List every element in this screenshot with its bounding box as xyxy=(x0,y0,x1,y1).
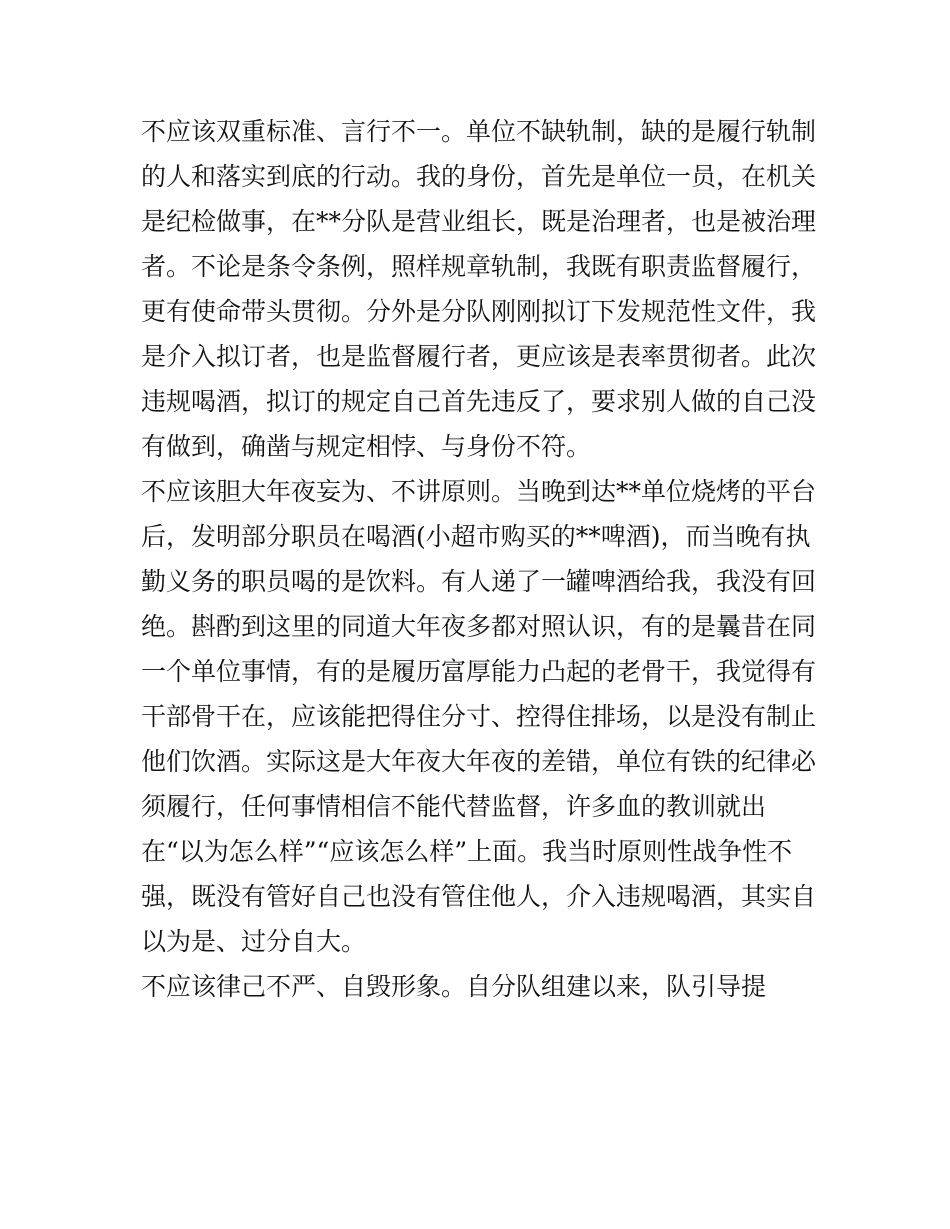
text-line: 不应该双重标准、言行不一。单位不缺轨制，缺的是履行轨制 xyxy=(141,117,817,146)
text-line: 是介入拟订者，也是监督履行者，更应该是表率贯彻者。此次 xyxy=(141,342,817,371)
text-line: 一个单位事情，有的是履历富厚能力凸起的老骨干，我觉得有 xyxy=(141,657,817,686)
text-line: 违规喝酒，拟订的规定自己首先违反了，要求别人做的自己没 xyxy=(141,387,817,416)
text-line: 者。不论是条令条例，照样规章轨制，我既有职责监督履行， xyxy=(141,252,817,281)
text-line: 他们饮酒。实际这是大年夜大年夜的差错，单位有铁的纪律必 xyxy=(141,747,817,776)
text-line: 更有使命带头贯彻。分外是分队刚刚拟订下发规范性文件，我 xyxy=(141,297,817,326)
text-line: 绝。斟酌到这里的同道大年夜多都对照认识，有的是曩昔在同 xyxy=(141,612,817,641)
text-line: 有做到，确凿与规定相悖、与身份不符。 xyxy=(141,432,592,461)
text-line: 须履行，任何事情相信不能代替监督，许多血的教训就出 xyxy=(141,792,767,821)
text-line: 强，既没有管好自己也没有管住他人，介入违规喝酒，其实自 xyxy=(141,882,817,911)
text-line: 的人和落实到底的行动。我的身份，首先是单位一员，在机关 xyxy=(141,162,817,191)
text-line: 不应该律己不严、自毁形象。自分队组建以来，队引导提 xyxy=(141,972,767,1001)
text-line: 干部骨干在，应该能把得住分寸、控得住排场，以是没有制止 xyxy=(141,702,817,731)
text-line: 是纪检做事，在**分队是营业组长，既是治理者，也是被治理 xyxy=(141,207,817,236)
text-line: 后，发明部分职员在喝酒(小超市购买的**啤酒)，而当晚有执 xyxy=(141,522,811,551)
text-line: 勤义务的职员喝的是饮料。有人递了一罐啤酒给我，我没有回 xyxy=(141,567,817,596)
text-line: 在“以为怎么样”“应该怎么样”上面。我当时原则性战争性不 xyxy=(141,837,793,866)
body-text xyxy=(141,109,821,1009)
text-line: 以为是、过分自大。 xyxy=(141,927,367,956)
text-line: 不应该胆大年夜妄为、不讲原则。当晚到达**单位烧烤的平台 xyxy=(141,477,817,506)
